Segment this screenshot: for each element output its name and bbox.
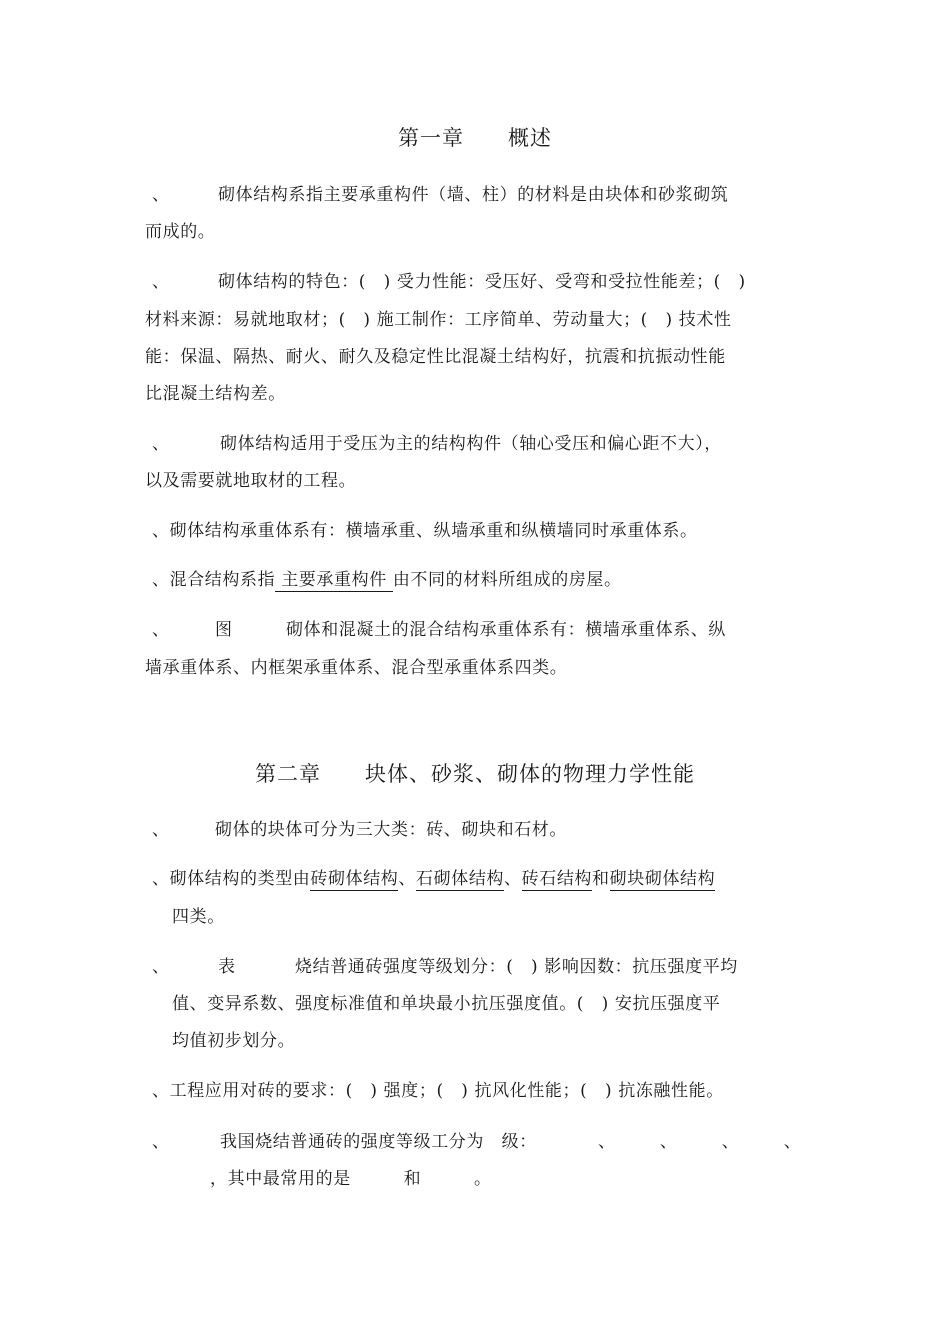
c2-item2-sep1: 、 xyxy=(398,869,417,889)
c2-item2-type-brick: 砖砌体结构 xyxy=(310,869,399,889)
c1-item6-label: 图 xyxy=(215,620,233,640)
c1-item2-line2: 材料来源：易就地取材；( ) 施工制作：工序简单、劳动量大；( ) 技术性 xyxy=(145,310,732,330)
c2-item2-line1 xyxy=(152,867,715,891)
c1-item2-marker: 、 xyxy=(152,272,170,292)
c2-item2-sep2: 、 xyxy=(504,869,522,889)
c2-item5-line2: ，其中最常用的是 和 。 xyxy=(210,1169,492,1189)
c1-item1-line1: 砌体结构系指主要承重构件（墙、柱）的材料是由块体和砂浆砌筑 xyxy=(218,185,729,205)
c2-item5-marker: 、 xyxy=(152,1132,170,1152)
c2-item5-blanks: 、 、 、 、 xyxy=(598,1132,802,1152)
c2-item3-line2: 值、变异系数、强度标准值和单块最小抗压强度值。( ) 安抗压强度平 xyxy=(172,994,721,1014)
c1-item6-marker: 、 xyxy=(152,620,170,640)
c1-item2-line1: 砌体结构的特色：( ) 受力性能：受压好、受弯和受拉性能差；( ) xyxy=(218,272,746,292)
c2-item3-line3: 均值初步划分。 xyxy=(172,1031,296,1051)
c2-item4-line: 、工程应用对砖的要求：( ) 强度；( ) 抗风化性能；( ) 抗冻融性能。 xyxy=(152,1081,724,1101)
c2-item2-prefix: 、砌体结构的类型由 xyxy=(152,869,311,889)
c1-item1-line2: 而成的。 xyxy=(145,222,216,242)
c2-item3-line1: 烧结普通砖强度等级划分：( ) 影响因数：抗压强度平均 xyxy=(295,957,738,977)
c1-item6-line1: 砌体和混凝土的混合结构承重体系有：横墙承重体系、纵 xyxy=(286,620,726,640)
c2-item5-line1: 我国烧结普通砖的强度等级工分为 级： xyxy=(220,1132,537,1152)
chapter1-title: 第一章 概述 xyxy=(398,126,552,150)
c1-item2-line3: 能：保温、隔热、耐火、耐久及稳定性比混凝土结构好，抗震和抗振动性能 xyxy=(145,347,726,367)
chapter2-title: 第二章 块体、砂浆、砌体的物理力学性能 xyxy=(255,762,695,786)
c1-item6-line2: 墙承重体系、内框架承重体系、混合型承重体系四类。 xyxy=(145,658,568,678)
c1-item4-line: 、砌体结构承重体系有：横墙承重、纵墙承重和纵横墙同时承重体系。 xyxy=(152,521,698,541)
c1-item1-marker: 、 xyxy=(152,185,170,205)
c2-item2-type-brickstone: 砖石结构 xyxy=(521,869,593,889)
c1-item2-line4: 比混凝土结构差。 xyxy=(145,384,286,404)
c2-item2-line2: 四类。 xyxy=(172,907,225,927)
c2-item3-marker: 、 xyxy=(152,957,170,977)
c2-item3-label: 表 xyxy=(218,957,236,977)
c1-item5-prefix: 、混合结构系指 xyxy=(152,570,276,590)
c1-item3-line2: 以及需要就地取材的工程。 xyxy=(145,471,357,491)
c1-item5-line xyxy=(152,568,622,592)
c1-item5-suffix: 由不同的材料所组成的房屋。 xyxy=(392,570,622,590)
c2-item2-type-stone: 石砌体结构 xyxy=(416,869,505,889)
c2-item1-line1: 砌体的块体可分为三大类：砖、砌块和石材。 xyxy=(215,820,567,840)
c1-item5-underlined: 主要承重构件 xyxy=(275,570,393,590)
c2-item2-sep3: 和 xyxy=(592,869,610,889)
c1-item3-marker: 、 xyxy=(152,434,170,454)
c1-item3-line1: 砌体结构适用于受压为主的结构构件（轴心受压和偏心距不大）， xyxy=(220,434,722,454)
c2-item2-type-block: 砌块砌体结构 xyxy=(609,869,716,889)
c2-item1-marker: 、 xyxy=(152,820,170,840)
